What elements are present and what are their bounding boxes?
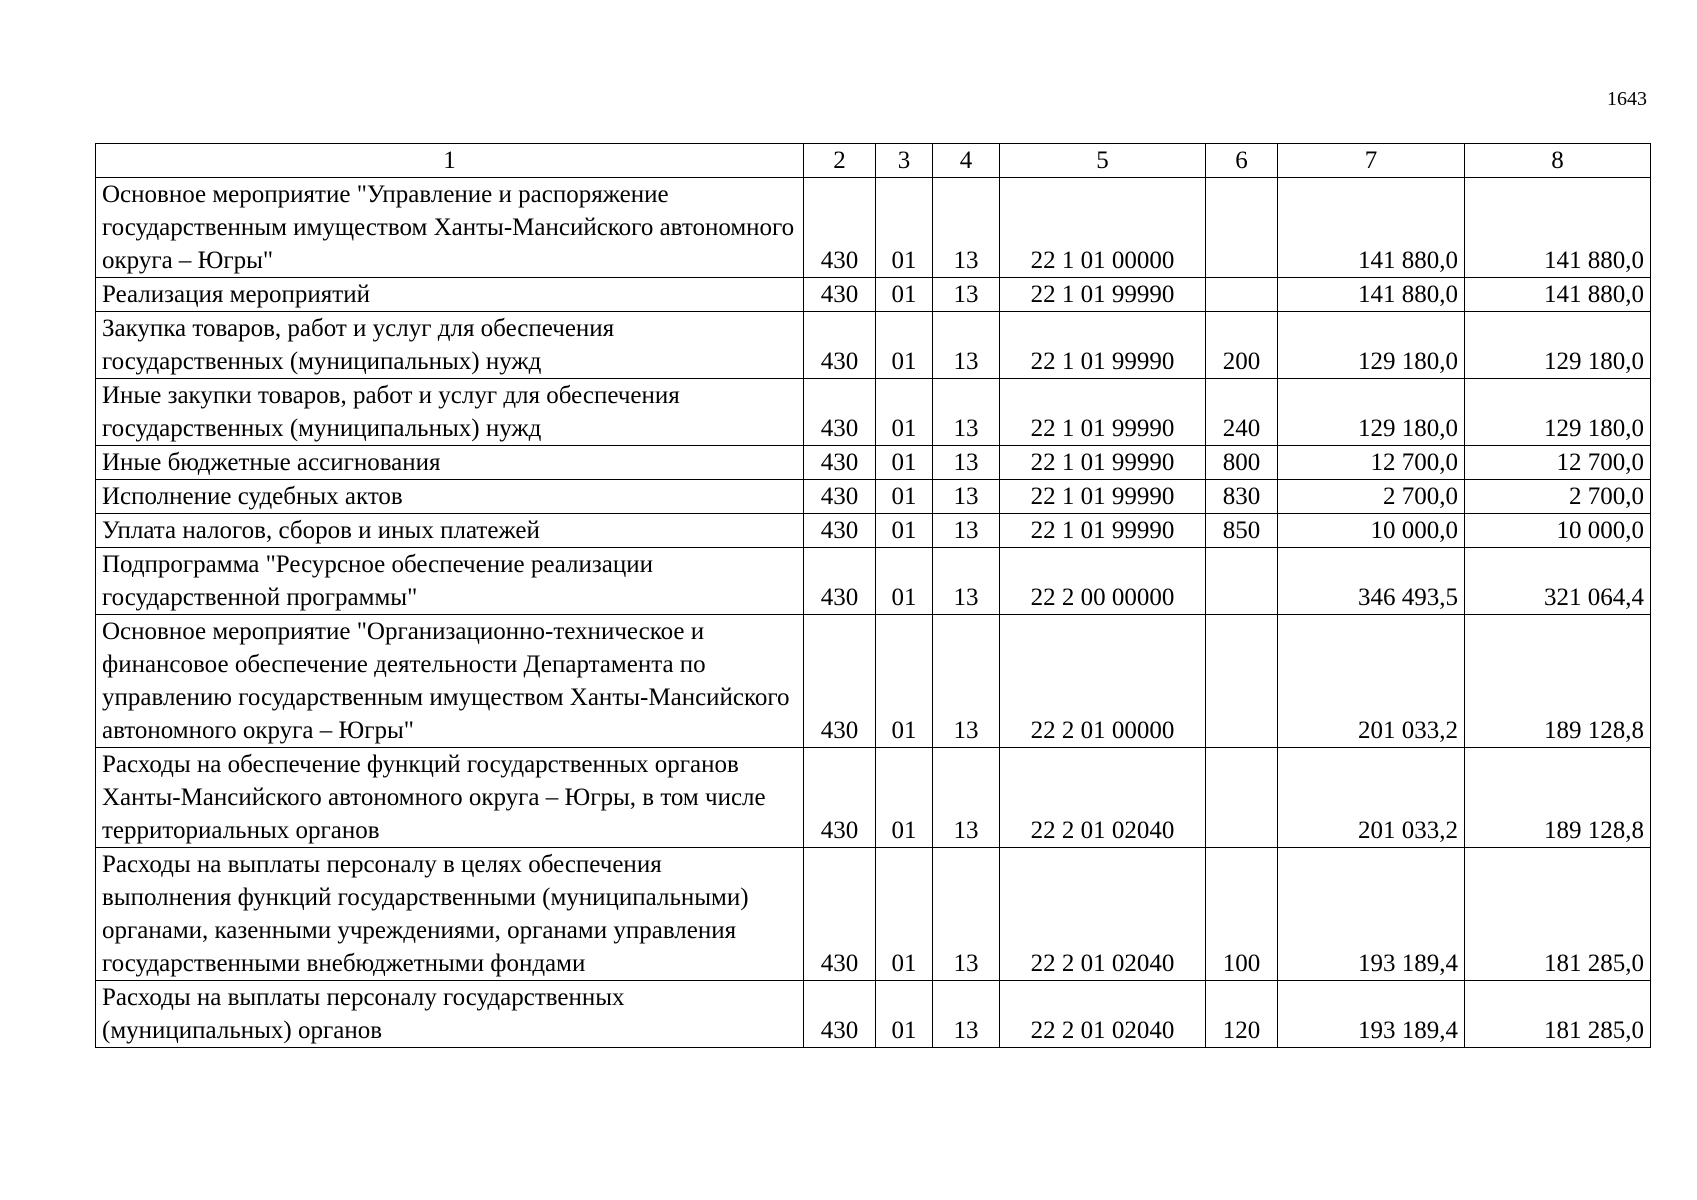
row-code-6: 100: [1206, 848, 1278, 981]
row-code-6: 120: [1206, 981, 1278, 1048]
row-code-5: 22 2 01 02040: [1000, 981, 1206, 1048]
row-code-6: 200: [1206, 312, 1278, 379]
row-code-5: 22 1 01 99990: [1000, 379, 1206, 446]
row-code-5: 22 1 01 00000: [1000, 178, 1206, 278]
row-amount-7: 129 180,0: [1278, 312, 1465, 379]
row-code-6: 240: [1206, 379, 1278, 446]
row-amount-8: 189 128,8: [1465, 748, 1651, 848]
row-amount-7: 129 180,0: [1278, 379, 1465, 446]
row-amount-7: 2 700,0: [1278, 480, 1465, 514]
row-code-2: 430: [804, 312, 876, 379]
row-code-4: 13: [933, 446, 1000, 480]
row-name: Исполнение судебных актов: [96, 480, 804, 514]
row-amount-8: 129 180,0: [1465, 312, 1651, 379]
row-code-2: 430: [804, 480, 876, 514]
row-code-4: 13: [933, 312, 1000, 379]
table-row: [96, 312, 1651, 379]
row-amount-8: 181 285,0: [1465, 848, 1651, 981]
row-code-5: 22 2 01 00000: [1000, 615, 1206, 748]
row-code-5: 22 1 01 99990: [1000, 514, 1206, 548]
row-amount-7: 193 189,4: [1278, 848, 1465, 981]
table-row: [96, 446, 1651, 480]
row-amount-8: 189 128,8: [1465, 615, 1651, 748]
row-amount-7: 201 033,2: [1278, 748, 1465, 848]
row-code-3: 01: [876, 848, 933, 981]
header-cell: 4: [933, 144, 1000, 178]
row-name: Иные закупки товаров, работ и услуг для обеспечения государственных (муниципальных) нужд: [96, 379, 804, 446]
row-name: Расходы на выплаты персоналу государственных (муниципальных) органов: [96, 981, 804, 1048]
row-code-6: 800: [1206, 446, 1278, 480]
row-code-3: 01: [876, 446, 933, 480]
row-code-2: 430: [804, 748, 876, 848]
row-code-5: 22 1 01 99990: [1000, 446, 1206, 480]
row-amount-8: 141 880,0: [1465, 278, 1651, 312]
row-code-6: 830: [1206, 480, 1278, 514]
row-code-3: 01: [876, 615, 933, 748]
row-code-3: 01: [876, 748, 933, 848]
row-code-5: 22 2 01 02040: [1000, 748, 1206, 848]
row-code-2: 430: [804, 981, 876, 1048]
row-code-4: 13: [933, 178, 1000, 278]
table-row: [96, 981, 1651, 1048]
table-row: [96, 480, 1651, 514]
row-amount-7: 193 189,4: [1278, 981, 1465, 1048]
row-amount-8: 181 285,0: [1465, 981, 1651, 1048]
page-number: 1643: [1607, 88, 1647, 110]
row-code-2: 430: [804, 278, 876, 312]
row-amount-7: 346 493,5: [1278, 548, 1465, 615]
row-amount-8: 2 700,0: [1465, 480, 1651, 514]
row-amount-8: 141 880,0: [1465, 178, 1651, 278]
header-cell: 6: [1206, 144, 1278, 178]
row-code-4: 13: [933, 480, 1000, 514]
row-code-6: 850: [1206, 514, 1278, 548]
row-code-5: 22 1 01 99990: [1000, 312, 1206, 379]
row-amount-8: 321 064,4: [1465, 548, 1651, 615]
row-code-6: [1206, 615, 1278, 748]
row-code-4: 13: [933, 379, 1000, 446]
row-code-6: [1206, 548, 1278, 615]
header-cell: 3: [876, 144, 933, 178]
row-code-5: 22 1 01 99990: [1000, 278, 1206, 312]
header-cell: 5: [1000, 144, 1206, 178]
row-code-2: 430: [804, 548, 876, 615]
row-name: Расходы на выплаты персоналу в целях обеспечения выполнения функций государственными (муниципальными) органами, казенными учреждениями, органами управления государственными внебюджетными фондами: [96, 848, 804, 981]
table-row: [96, 615, 1651, 748]
table-row: [96, 848, 1651, 981]
table-row: [96, 548, 1651, 615]
row-code-4: 13: [933, 548, 1000, 615]
row-amount-7: 141 880,0: [1278, 278, 1465, 312]
row-code-2: 430: [804, 514, 876, 548]
row-name: Подпрограмма "Ресурсное обеспечение реализации государственной программы": [96, 548, 804, 615]
table-row: [96, 514, 1651, 548]
row-code-3: 01: [876, 480, 933, 514]
row-code-2: 430: [804, 379, 876, 446]
budget-table: [95, 143, 1651, 1048]
row-code-2: 430: [804, 178, 876, 278]
row-name: Закупка товаров, работ и услуг для обеспечения государственных (муниципальных) нужд: [96, 312, 804, 379]
header-cell: 2: [804, 144, 876, 178]
row-code-3: 01: [876, 178, 933, 278]
row-code-4: 13: [933, 981, 1000, 1048]
row-name: Расходы на обеспечение функций государственных органов Ханты-Мансийского автономного округа – Югры, в том числе территориальных органов: [96, 748, 804, 848]
row-amount-7: 201 033,2: [1278, 615, 1465, 748]
row-amount-7: 10 000,0: [1278, 514, 1465, 548]
row-code-3: 01: [876, 379, 933, 446]
header-cell: 1: [96, 144, 804, 178]
table-row: [96, 748, 1651, 848]
row-code-5: 22 2 00 00000: [1000, 548, 1206, 615]
row-amount-8: 12 700,0: [1465, 446, 1651, 480]
row-name: Иные бюджетные ассигнования: [96, 446, 804, 480]
table-row: [96, 178, 1651, 278]
row-code-6: [1206, 278, 1278, 312]
row-code-4: 13: [933, 278, 1000, 312]
row-code-2: 430: [804, 848, 876, 981]
row-code-5: 22 1 01 99990: [1000, 480, 1206, 514]
row-code-3: 01: [876, 981, 933, 1048]
row-amount-7: 12 700,0: [1278, 446, 1465, 480]
row-code-2: 430: [804, 615, 876, 748]
row-amount-8: 10 000,0: [1465, 514, 1651, 548]
row-amount-7: 141 880,0: [1278, 178, 1465, 278]
header-cell: 8: [1465, 144, 1651, 178]
row-code-3: 01: [876, 278, 933, 312]
table-header-row: [96, 144, 1651, 178]
row-code-6: [1206, 748, 1278, 848]
row-code-2: 430: [804, 446, 876, 480]
row-code-4: 13: [933, 848, 1000, 981]
row-name: Основное мероприятие "Организационно-техническое и финансовое обеспечение деятельности Департамента по управлению государственным имуществом Ханты-Мансийского автономного округа – Югры": [96, 615, 804, 748]
row-code-3: 01: [876, 514, 933, 548]
row-code-6: [1206, 178, 1278, 278]
row-code-4: 13: [933, 514, 1000, 548]
row-code-5: 22 2 01 02040: [1000, 848, 1206, 981]
row-name: Основное мероприятие "Управление и распоряжение государственным имуществом Ханты-Мансийского автономного округа – Югры": [96, 178, 804, 278]
row-code-4: 13: [933, 748, 1000, 848]
row-name: Реализация мероприятий: [96, 278, 804, 312]
table-row: [96, 379, 1651, 446]
row-code-4: 13: [933, 615, 1000, 748]
row-amount-8: 129 180,0: [1465, 379, 1651, 446]
header-cell: 7: [1278, 144, 1465, 178]
row-code-3: 01: [876, 548, 933, 615]
row-name: Уплата налогов, сборов и иных платежей: [96, 514, 804, 548]
table-row: [96, 278, 1651, 312]
row-code-3: 01: [876, 312, 933, 379]
